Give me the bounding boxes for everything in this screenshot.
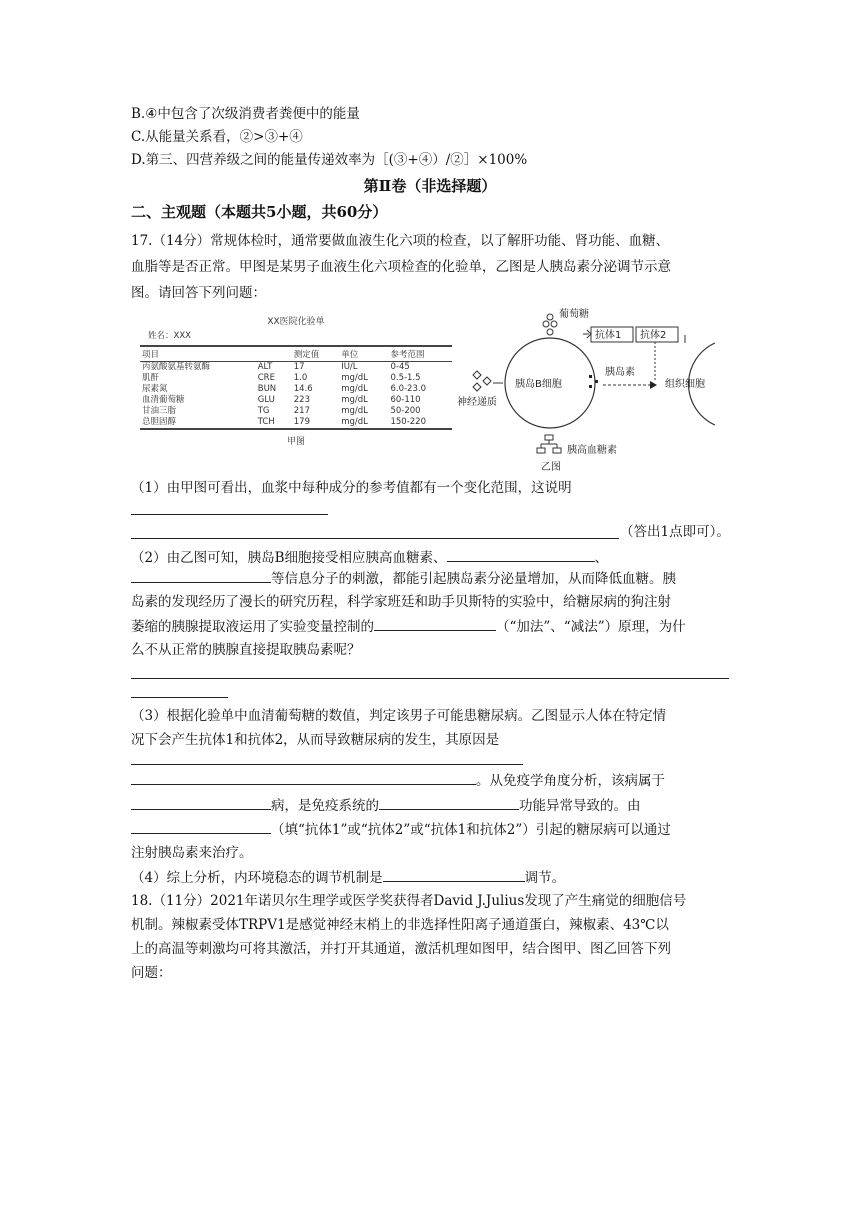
table-row: [140, 384, 452, 395]
col-unit: 单位: [339, 346, 388, 362]
cell: 14.6: [293, 384, 313, 394]
insulin-label: 胰岛素: [605, 367, 635, 378]
sub3-line5: [131, 818, 671, 841]
q17-line2: 血脂等是否正常。甲图是某男子血液生化六项检查的化验单，乙图是人胰岛素分泌调节示意: [131, 259, 671, 275]
answer-blank[interactable]: [131, 697, 228, 698]
patient-name: 姓名：XXX: [148, 331, 191, 341]
cell: TG: [257, 406, 270, 416]
table-row: [140, 373, 452, 384]
insulin-regulation-diagram: [455, 305, 740, 475]
cell: mg/dL: [339, 417, 388, 429]
cell: 总胆固醇: [140, 417, 256, 429]
glucose-molecules: [543, 314, 557, 335]
insulin-arrowhead: [650, 381, 657, 389]
col-code: [256, 346, 292, 362]
sub3-text: 功能异常导致的。由: [519, 798, 641, 814]
cell: ALT: [257, 362, 273, 372]
answer-blank[interactable]: [131, 538, 619, 539]
option-b: B.④中包含了次级消费者粪便中的能量: [131, 106, 360, 122]
q18-line3: 上的高温等刺激均可将其激活，并打开其通道，激活机理如图甲，结合图甲、图乙回答下列: [131, 941, 671, 957]
sub3-line3: [131, 769, 665, 792]
b-cell-label: 胰岛B细胞: [515, 379, 562, 390]
sub2-sep: 、: [594, 550, 609, 566]
q18-line4: 问题：: [131, 965, 172, 981]
cell: 甘油三脂: [142, 406, 177, 416]
sub4-line: [131, 866, 565, 889]
cell: mg/dL: [341, 395, 368, 405]
lab-report-figure: [140, 314, 452, 447]
cell: GLU: [257, 395, 275, 405]
antibody1-label: 抗体1: [595, 330, 622, 341]
sub1-tail: （答出1点即可）。: [620, 524, 730, 540]
cell: mg/dL: [341, 373, 368, 383]
sub2-text: 萎缩的胰腺提取液运用了实验变量控制的: [131, 619, 374, 635]
sub2-text: 等信息分子的刺激，都能引起胰岛素分泌量增加，从而降低血糖。胰: [271, 571, 676, 587]
cell: 217: [293, 406, 310, 416]
cell: mg/dL: [341, 384, 368, 394]
sub4-text: 调节。: [524, 870, 566, 886]
col-range: 参考范围: [388, 346, 452, 362]
sub2-line2: [131, 567, 676, 590]
sub3-text: 病，是免疫系统的: [271, 798, 379, 814]
cell: 150-220: [388, 417, 452, 429]
cell: 6.0-23.0: [390, 384, 426, 394]
sub3-line4: [131, 794, 641, 817]
sub2-text: （2）由乙图可知，胰岛B细胞接受相应胰高血糖素、: [131, 550, 447, 566]
insulin-dots: [589, 375, 598, 388]
neurotransmitter-icon: [473, 371, 491, 391]
sub3-line2: 况下会产生抗体1和抗体2，从而导致糖尿病的发生，其原因是: [131, 732, 500, 748]
cell: TCH: [256, 417, 292, 429]
option-c: C.从能量关系看，②>③+④: [131, 129, 303, 145]
figure-caption-jia: 甲图: [286, 437, 305, 447]
antibody2-label: 抗体2: [640, 330, 667, 341]
answer-blank[interactable]: [447, 546, 595, 562]
q18-line2: 机制。辣椒素受体TRPV1是感觉神经末梢上的非选择性阳离子通道蛋白，辣椒素、43℃以: [131, 917, 669, 933]
section-heading: 二、主观题（本题共5小题，共60分）: [131, 203, 388, 221]
sub2-text: （“加法”、“减法”）原理，为什: [496, 619, 686, 635]
table-row: [140, 395, 452, 406]
sub3-text: （填“抗体1”或“抗体2”或“抗体1和抗体2”）引起的糖尿病可以通过: [271, 822, 671, 838]
cell: mg/dL: [341, 406, 368, 416]
col-value: 测定值: [292, 346, 339, 362]
cell: 0-45: [390, 362, 410, 372]
table-row: [140, 362, 452, 374]
q17-line3: 图。请回答下列问题：: [131, 285, 266, 301]
cell: 17: [293, 362, 305, 372]
cell: CRE: [257, 373, 275, 383]
sub2-line1: [131, 546, 608, 569]
glucagon-label: 胰高血糖素: [567, 445, 617, 456]
cell: 50-200: [390, 406, 421, 416]
answer-blank[interactable]: [379, 794, 519, 810]
cell: 肌酐: [142, 373, 160, 383]
sub2-line3: 岛素的发现经历了漫长的研究历程，科学家班廷和助手贝斯特的实验中，给糖尿病的狗注射: [131, 594, 671, 610]
cell: 0.5-1.5: [390, 373, 421, 383]
answer-blank[interactable]: [131, 818, 271, 834]
cell: 尿素氮: [142, 384, 168, 394]
cell: 223: [293, 395, 310, 405]
glucagon-icon: [537, 435, 561, 453]
sub1-line1: （1）由甲图可看出，血浆中每种成分的参考值都有一个变化范围，这说明: [131, 480, 572, 496]
sub2-line4: [131, 615, 686, 638]
sub3-line1: （3）根据化验单中血清葡萄糖的数值，判定该男子可能患糖尿病。乙图显示人体在特定情: [131, 708, 667, 724]
lab-report-title: XX医院化验单: [267, 317, 325, 327]
answer-blank[interactable]: [131, 678, 729, 679]
table-row: [140, 417, 452, 429]
table-header-row: [140, 346, 452, 362]
sub2-line5: 么不从正常的胰腺直接提取胰岛素呢？: [131, 642, 361, 658]
col-item: 项目: [140, 346, 256, 362]
sub3-text: 。从免疫学角度分析，该病属于: [476, 773, 665, 789]
answer-blank[interactable]: [131, 769, 476, 785]
answer-blank[interactable]: [374, 615, 496, 631]
cell: 60-110: [390, 395, 421, 405]
cell: 血清葡萄糖: [142, 395, 185, 405]
answer-blank[interactable]: [131, 514, 328, 515]
cell: 179: [292, 417, 339, 429]
answer-blank[interactable]: [383, 866, 525, 882]
neurotransmitter-label: 神经递质: [457, 397, 497, 408]
figure-caption-yi: 乙图: [541, 462, 561, 473]
cell: 丙氨酸氨基转氨酶: [142, 362, 211, 372]
cell: BUN: [257, 384, 277, 394]
answer-blank[interactable]: [131, 567, 271, 583]
tissue-cell-label: 组织细胞: [665, 379, 705, 390]
cell: 1.0: [293, 373, 308, 383]
cell: IU/L: [341, 362, 358, 372]
sub4-text: （4）综上分析，内环境稳态的调节机制是: [131, 870, 383, 886]
table-row: [140, 406, 452, 417]
lab-report-table: [140, 345, 452, 430]
q17-line1: 17.（14分）常规体检时，通常要做血液生化六项的检查，以了解肝功能、肾功能、血糖、: [131, 233, 670, 249]
option-d: D.第三、四营养级之间的能量传递效率为［(③+④）/②］×100%: [131, 152, 528, 168]
sub3-line6: 注射胰岛素来治疗。: [131, 845, 253, 861]
answer-blank[interactable]: [131, 764, 523, 765]
part-title: 第Ⅱ卷（非选择题）: [363, 177, 497, 195]
glucose-label: 葡萄糖: [559, 309, 589, 320]
q18-line1: 18.（11分）2021年诺贝尔生理学或医学奖获得者David J.Julius发现了产生痛觉的细胞信号: [131, 893, 687, 909]
answer-blank[interactable]: [131, 794, 271, 810]
